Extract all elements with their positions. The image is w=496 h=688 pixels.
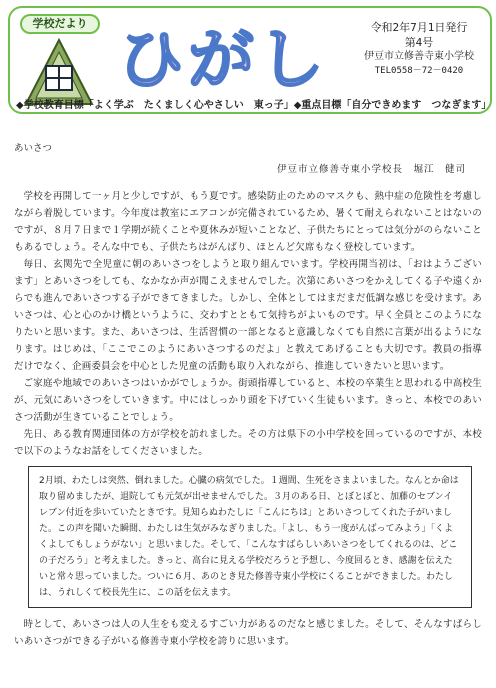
masthead-text: ひがし xyxy=(118,21,328,98)
article-author: 伊豆市立修善寺東小学校長 堀江 健司 xyxy=(276,164,466,175)
article-heading: あいさつ xyxy=(14,143,53,154)
newsletter-tag: 学校だより xyxy=(20,14,100,34)
school-name: 伊豆市立修善寺東小学校 xyxy=(364,51,474,62)
issue-date: 令和2年7月1日発行 xyxy=(370,21,468,34)
phone-number: TEL0558－72－0420 xyxy=(374,66,464,76)
closing-paragraph: 時として、あいさつは人の人生をも変えるすごい力があるのだなと感じました。そして、そんなすばらしいあいさつができる子がいる修善寺東小学校を誇りに思います。 xyxy=(14,619,482,647)
article-body xyxy=(14,140,482,650)
issue-number: 第4号 xyxy=(404,36,434,49)
school-goals: ◆学校教育目標「よく学ぶ たくましく心やさしい 東っ子」◆重点目標「自分できめます つなぎます」 xyxy=(16,100,492,111)
paragraph: ご家庭や地域でのあいさつはいかがでしょうか。街頭指導していると、本校の卒業生と思われる中高校生が、元気にあいさつをしていきます。中にはしっかり頭を下げていく生徒もいます。きっと、本校でのあいさつ活動が生きていることでしょう。 xyxy=(14,378,482,423)
paragraph: 学校を再開して一ヶ月と少しですが、もう夏です。感染防止のためのマスクも、熱中症の危険性を考慮しながら着脱しています。今年度は教室にエアコンが完備されているため、暑くて耐えられないことはないのですが、８月７日まで１学期が続くことや夏休みが短いことなど、子供たちにとっては気分がのらないこともあるでしょう。そんな中でも、子供たちはがんばり、ほとんど欠席もなく登校しています。 xyxy=(14,191,482,253)
paragraph: 毎日、玄関先で全児童に朝のあいさつをしようと取り組んでいます。学校再開当初は、「おはようございます」とあいさつをしても、なかなか声が聞こえませんでした。次第にあいさつをかえしてくる子や遠くからでも進んであいさつする子ができてきました。しかし、全体としてはまだまだ低調な感じを受けます。あいさつは、心と心のかけ橋というように、交わすとともて気持ちがよいものです。早く全員とこのようになりたいと思います。また、あいさつは、生活習慣の一部となると意識しなくても自然に言葉が出るようになります。はじめは、「ここでこのようにあいさつするのだよ」と教えてあげることも大切です。教員の指導だけでなく、企画委員会を中心とした児童の活動も取り入れながら、推進していきたいと思います。 xyxy=(14,259,482,372)
masthead-title xyxy=(118,18,354,102)
quote-box: 2月頃、わたしは突然、倒れました。心臓の病気でした。１週間、生死をさまよいました。なんとか命は取り留めましたが、退院しても元気が出せませんでした。３月のある日、とぼとぼと、加藤のセブンイレブン付近を歩いていたときです。見知らぬわたしに「こんにちは」とあいさつしてくれた子がいました。この声を聞いた瞬間、わたしは生気がみなぎりました。「よし、もう一度がんばってみよう」「くよくよしてもしょうがない」と思いました。そして、「こんなすばらしいあいさつをしてくれるのは、どこの子だろう」と考えました。きっと、高台に見える学校だろうと予想し、今度回るとき、感謝を伝えたいと常々思っていました。ついに６月、あのとき見た修善寺東小学校にくることができました。わたしは、うれしくて校長先生に、この話を伝えます。 xyxy=(28,466,472,608)
issue-info xyxy=(362,20,476,78)
paragraph: 先日、ある教育関連団体の方が学校を訪れました。その方は県下の小中学校を回っているのですが、本校で以下のようなお話をしてくださいました。 xyxy=(14,429,482,457)
